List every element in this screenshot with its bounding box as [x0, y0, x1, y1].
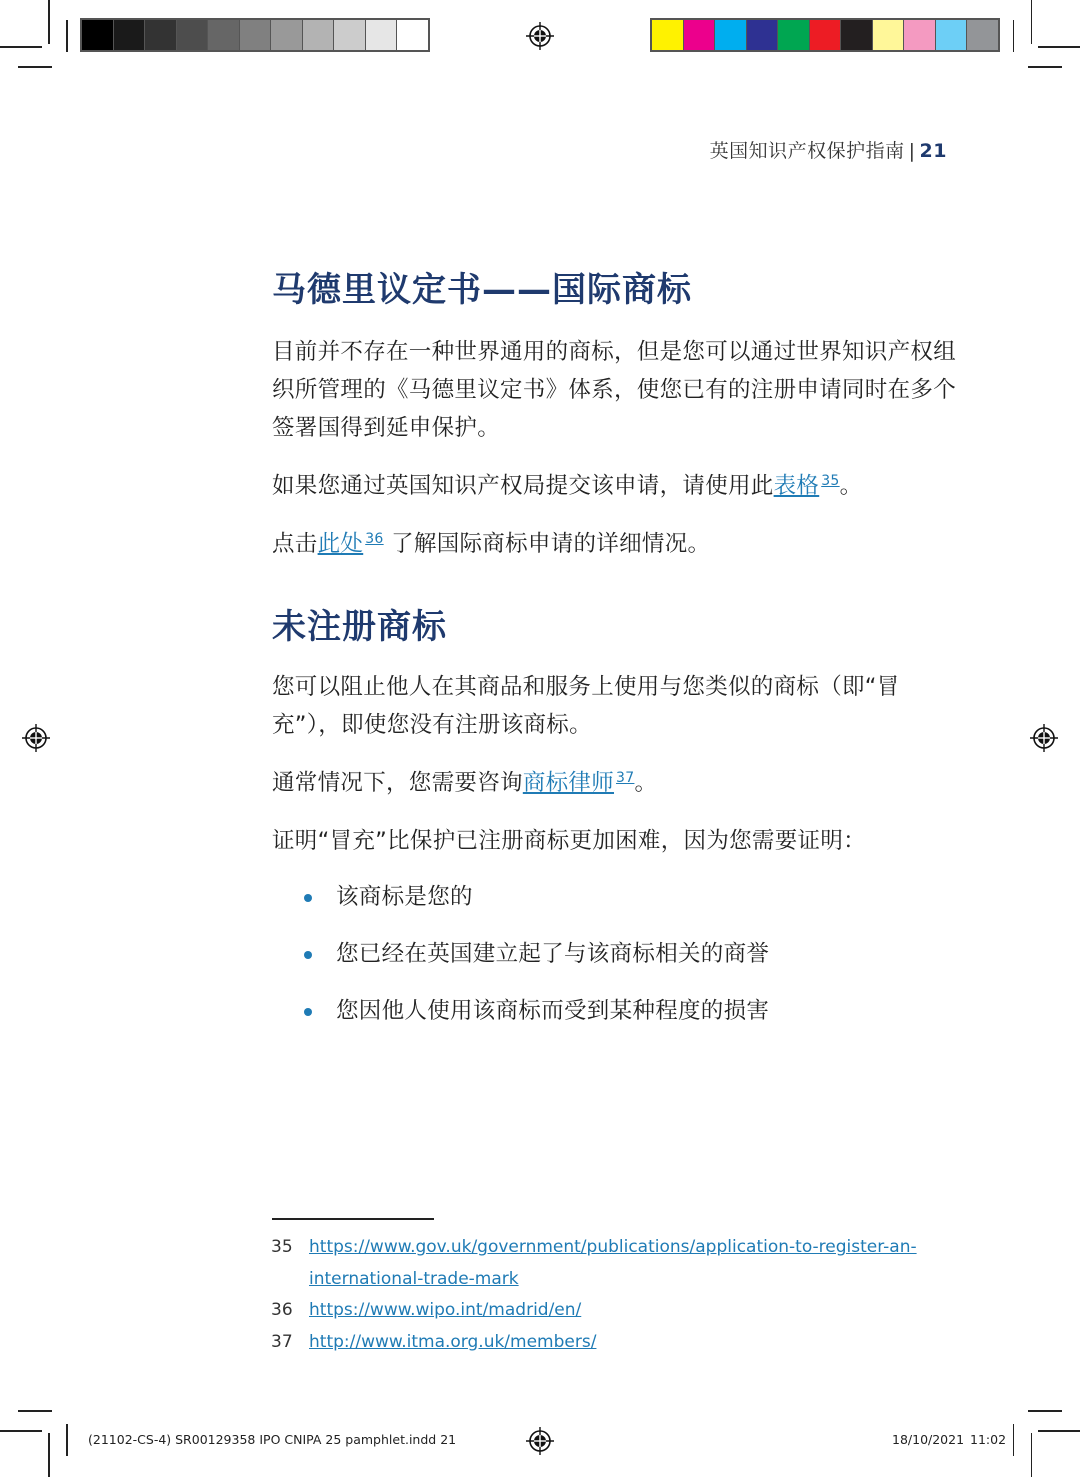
- url-line: https://www.gov.uk/government/publications/application-to-register-an-: [309, 1237, 917, 1257]
- trademark-lawyer-link[interactable]: 商标律师: [522, 770, 615, 796]
- color-swatch: [715, 20, 747, 50]
- text-segment: 点击: [272, 531, 318, 557]
- list-item-text: 该商标是您的: [336, 884, 473, 910]
- footnote-ref[interactable]: 36: [365, 530, 384, 547]
- passing-off-paragraph: 证明“冒充”比保护已注册商标更加困难，因为您需要证明：: [272, 828, 866, 854]
- registration-target-icon: [22, 724, 50, 752]
- bullet-icon: [304, 951, 312, 959]
- slug-date: 18/10/2021: [892, 1432, 965, 1447]
- color-swatch: [684, 20, 716, 50]
- list-item: [272, 992, 962, 1030]
- footnote-link[interactable]: [309, 1232, 971, 1295]
- text-segment: 如果您通过英国知识产权局提交该申请，请使用此: [272, 473, 774, 499]
- footnote-link[interactable]: https://www.wipo.int/madrid/en/: [309, 1300, 582, 1320]
- footnote-number: 35: [271, 1237, 293, 1257]
- color-swatch: [967, 20, 998, 50]
- list-item-text: 您因他人使用该商标而受到某种程度的损害: [336, 998, 770, 1024]
- crop-mark: [1031, 1433, 1033, 1477]
- footnote-ref[interactable]: 35: [821, 472, 840, 489]
- header-separator: |: [908, 140, 916, 162]
- footnote-row: [271, 1327, 971, 1359]
- text-segment: 了解国际商标申请的详细情况。: [383, 531, 711, 557]
- footnote-row: [271, 1295, 971, 1327]
- color-swatch: [334, 20, 366, 50]
- unregistered-paragraph: 您可以阻止他人在其商品和服务上使用与您类似的商标（即“冒充”），即使您没有注册该商标。: [272, 674, 900, 738]
- bullet-icon: [304, 1008, 312, 1016]
- color-swatch: [397, 20, 428, 50]
- color-swatch: [904, 20, 936, 50]
- registration-target-icon: [1030, 724, 1058, 752]
- footnote-number: 36: [271, 1300, 293, 1320]
- url-line: international-trade-mark: [309, 1268, 519, 1289]
- proof-list: [272, 878, 962, 1030]
- registration-target-icon: [526, 22, 554, 50]
- list-item: [272, 935, 962, 973]
- list-item-text: 您已经在英国建立起了与该商标相关的商誉: [336, 941, 770, 967]
- crop-mark: [0, 46, 42, 48]
- color-bar: [650, 18, 1000, 52]
- form-link[interactable]: 表格: [773, 473, 820, 499]
- crop-mark: [18, 66, 52, 68]
- crop-mark: [1028, 66, 1062, 68]
- color-swatch: [271, 20, 303, 50]
- list-item: [272, 878, 962, 916]
- color-swatch: [841, 20, 873, 50]
- page-number: 21: [919, 140, 947, 162]
- crop-mark: [1013, 1424, 1015, 1456]
- color-swatch: [240, 20, 272, 50]
- footnotes: [271, 1232, 971, 1358]
- color-swatch: [82, 20, 114, 50]
- color-swatch: [652, 20, 684, 50]
- color-swatch: [810, 20, 842, 50]
- header-title: 英国知识产权保护指南: [709, 140, 905, 162]
- here-link[interactable]: 此处: [317, 531, 364, 557]
- crop-mark: [0, 1430, 42, 1432]
- color-swatch: [208, 20, 240, 50]
- grayscale-bar: [80, 18, 430, 52]
- color-swatch: [778, 20, 810, 50]
- section-heading-madrid: 马德里议定书——国际商标: [272, 270, 692, 310]
- bullet-icon: [304, 894, 312, 902]
- text-segment: 。: [634, 770, 658, 796]
- crop-mark: [48, 1433, 50, 1477]
- color-swatch: [177, 20, 209, 50]
- page-body: [272, 262, 962, 1049]
- crop-mark: [48, 0, 50, 44]
- lawyer-paragraph: [272, 764, 962, 802]
- crop-mark: [1031, 0, 1033, 44]
- section-heading-unregistered: 未注册商标: [272, 607, 447, 647]
- slug-file-info: (21102-CS-4) SR00129358 IPO CNIPA 25 pamphlet.indd 21: [88, 1432, 457, 1447]
- crop-mark: [66, 1424, 68, 1456]
- crop-mark: [18, 1410, 52, 1412]
- madrid-form-paragraph: [272, 467, 962, 505]
- madrid-details-paragraph: [272, 525, 962, 563]
- slug-time: 11:02: [970, 1432, 1007, 1447]
- color-swatch: [366, 20, 398, 50]
- color-swatch: [747, 20, 779, 50]
- footnote-divider: [272, 1218, 434, 1220]
- footnote-number: 37: [271, 1331, 293, 1352]
- color-swatch: [145, 20, 177, 50]
- color-swatch: [303, 20, 335, 50]
- crop-mark: [1038, 46, 1080, 48]
- crop-mark: [1038, 1430, 1080, 1432]
- color-swatch: [873, 20, 905, 50]
- footnote-ref[interactable]: 37: [616, 769, 635, 786]
- color-swatch: [936, 20, 968, 50]
- madrid-paragraph: 目前并不存在一种世界通用的商标，但是您可以通过世界知识产权组织所管理的《马德里议定书》体系，使您已有的注册申请同时在多个签署国得到延申保护。: [272, 339, 957, 441]
- footnote-row: [271, 1232, 971, 1295]
- crop-mark: [66, 20, 68, 52]
- registration-target-icon: [526, 1427, 554, 1455]
- crop-mark: [1028, 1410, 1062, 1412]
- text-segment: 通常情况下，您需要咨询: [272, 770, 523, 796]
- footnote-link[interactable]: http://www.itma.org.uk/members/: [309, 1331, 597, 1352]
- running-header: [710, 136, 947, 163]
- color-swatch: [114, 20, 146, 50]
- crop-mark: [1013, 20, 1015, 52]
- text-segment: 。: [839, 473, 863, 499]
